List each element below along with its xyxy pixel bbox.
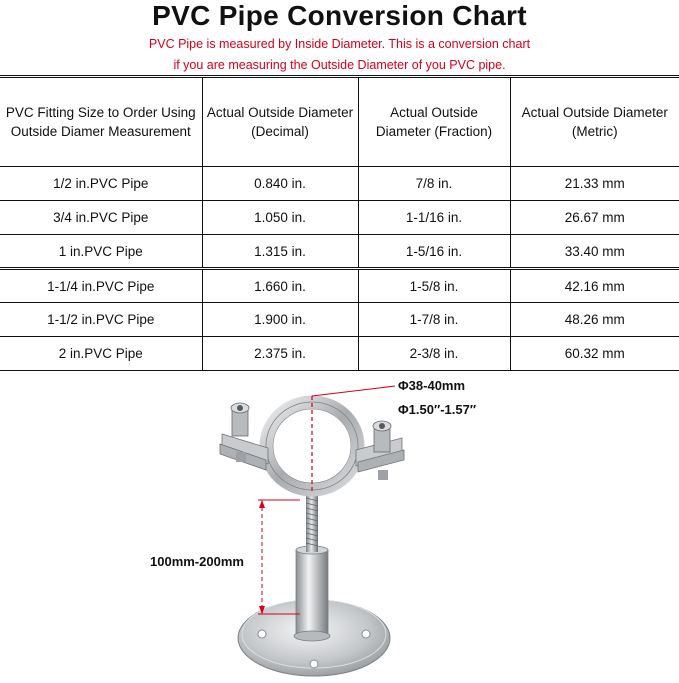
cell-metric: 60.32 mm	[564, 346, 625, 361]
cell-size: 2 in.PVC Pipe	[0, 337, 202, 371]
diameter-inch-label: Φ1.50″-1.57″	[398, 402, 477, 417]
table-row	[0, 269, 679, 303]
height-dimension	[258, 500, 300, 614]
table-header-row	[0, 77, 679, 167]
cell-size: 3/4 in.PVC Pipe	[0, 201, 202, 235]
cell-fraction: 2-3/8 in.	[358, 337, 510, 371]
subtitle-line-2: if you are measuring the Outside Diameter of you PVC pipe.	[173, 58, 506, 72]
subtitle-line-1: PVC Pipe is measured by Inside Diameter. This is a conversion chart	[148, 37, 531, 51]
header-fitting-size: PVC Fitting Size to Order Using Outside Diamer Measurement	[0, 77, 202, 167]
cell-decimal: 1.050 in.	[202, 201, 358, 235]
page-title: PVC Pipe Conversion Chart	[152, 0, 527, 31]
header-decimal: Actual Outside Diameter (Decimal)	[202, 77, 358, 167]
table-row	[0, 167, 679, 201]
cell-size: 1/2 in.PVC Pipe	[0, 167, 202, 201]
cell-decimal: 1.315 in.	[202, 235, 358, 269]
header-metric: Actual Outside Diameter (Metric)	[521, 105, 668, 139]
cell-metric: 42.16 mm	[564, 278, 625, 294]
screw-hole-icon	[258, 630, 266, 638]
cell-metric: 48.26 mm	[564, 312, 625, 327]
screw-hole-icon	[362, 630, 370, 638]
cell-fraction: 1-5/8 in.	[358, 269, 510, 303]
cell-metric: 33.40 mm	[564, 243, 625, 259]
cell-decimal: 2.375 in.	[202, 337, 358, 371]
cell-size: 1-1/2 in.PVC Pipe	[0, 303, 202, 337]
cell-size: 1-1/4 in.PVC Pipe	[0, 269, 202, 303]
table-row	[0, 337, 679, 371]
screw-hole-icon	[310, 660, 318, 668]
header-fraction: Actual Outside Diameter (Fraction)	[358, 77, 510, 167]
conversion-table	[0, 75, 679, 371]
table-row	[0, 303, 679, 337]
cell-decimal: 1.900 in.	[202, 303, 358, 337]
cell-decimal: 1.660 in.	[202, 269, 358, 303]
cell-size: 1 in.PVC Pipe	[0, 235, 202, 269]
pipe-clamp-figure	[0, 374, 679, 678]
table-row	[0, 235, 679, 269]
support-sleeve	[294, 546, 330, 641]
table-row	[0, 201, 679, 235]
cell-metric: 26.67 mm	[564, 210, 625, 225]
cell-fraction: 1-1/16 in.	[358, 201, 510, 235]
pipe-clamp-illustration	[0, 374, 679, 678]
cell-fraction: 7/8 in.	[358, 167, 510, 201]
cell-metric: 21.33 mm	[564, 176, 625, 191]
cell-fraction: 1-5/16 in.	[358, 235, 510, 269]
height-range-label: 100mm-200mm	[150, 554, 244, 569]
cell-fraction: 1-7/8 in.	[358, 303, 510, 337]
diameter-mm-label: Φ38-40mm	[398, 378, 466, 393]
cell-decimal: 0.840 in.	[202, 167, 358, 201]
